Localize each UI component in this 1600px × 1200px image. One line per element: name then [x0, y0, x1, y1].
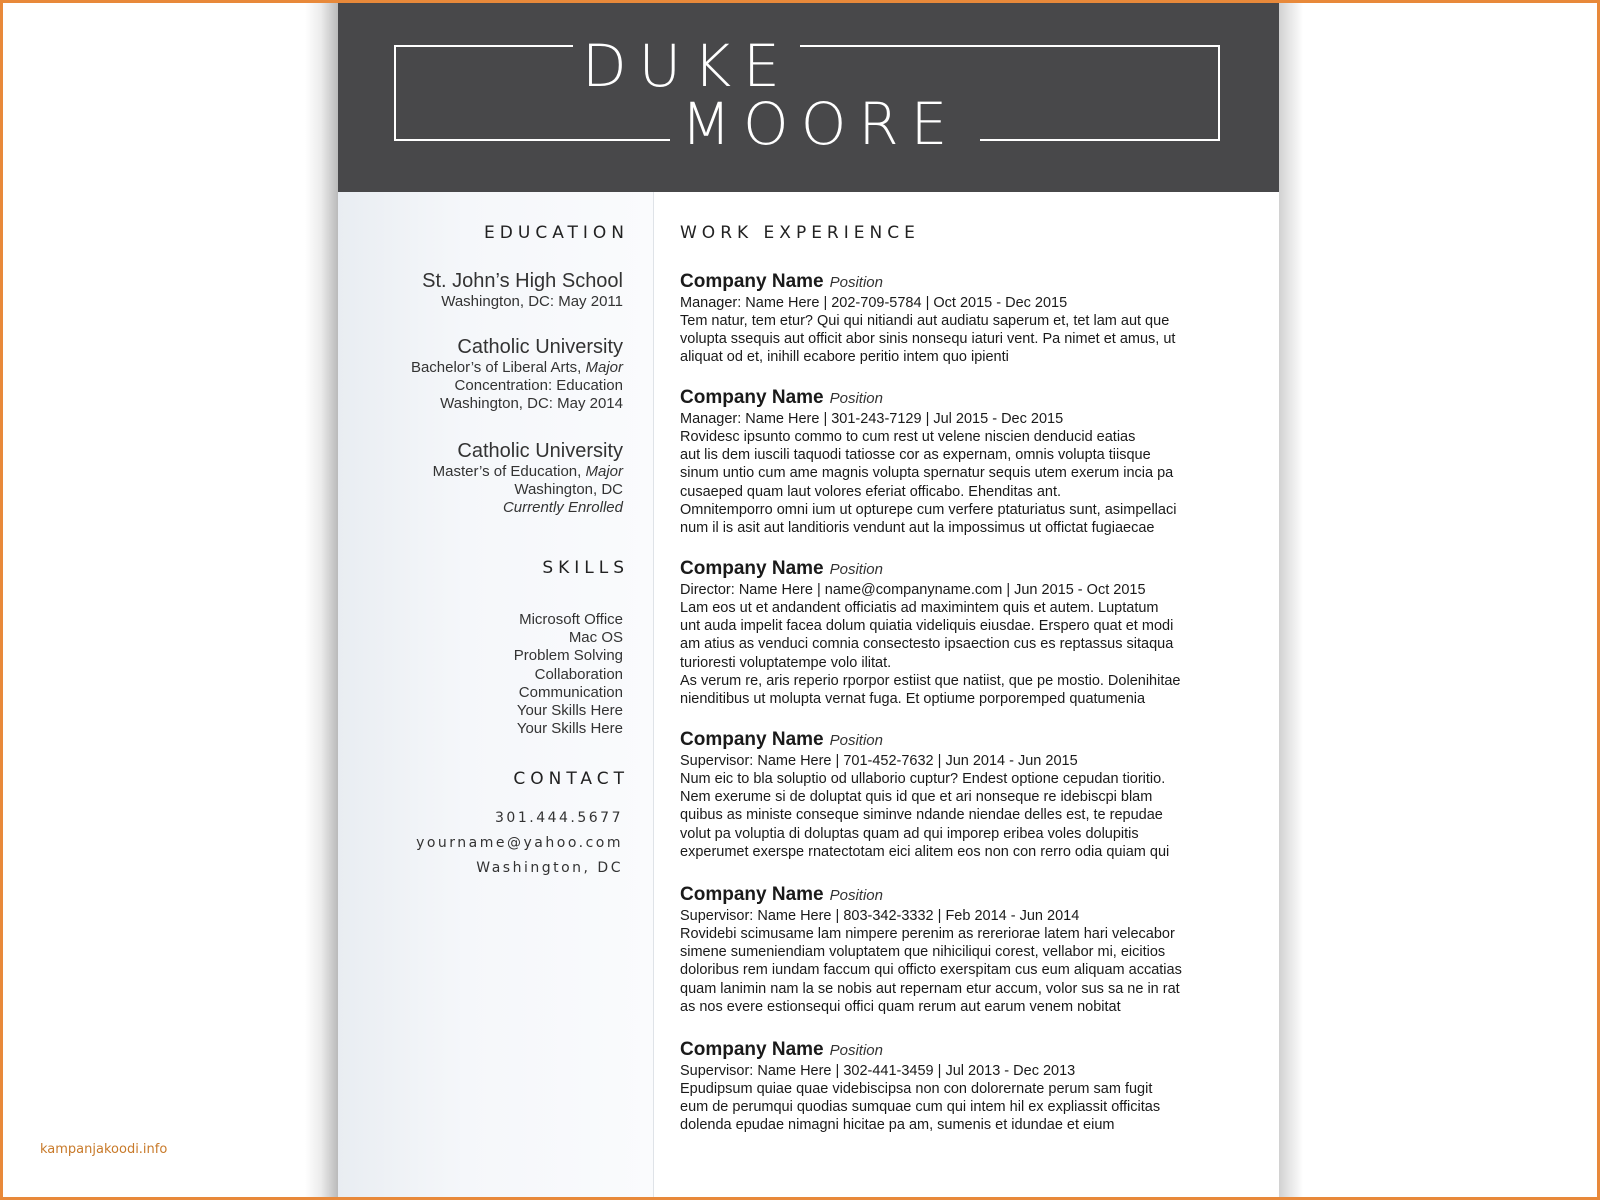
education-school: Catholic University: [457, 336, 623, 358]
work-experience-title: WORK EXPERIENCE: [680, 223, 920, 243]
job-description: Lam eos ut et andandent officiatis ad maximintem quis et autem. Luptatum unt auda impelit facea dolum quiatia videliquis eiusdae. Erspero quat et modi am atius as venduci comnia consectesto ipsaection cus es reptassus sitaqua turioresti voluptatempe volo ilitat. As verum re, aris reperio rporpor estiist que natiist, que pe mostio. Dolenihitae nienditibus ut molupta vernat fuga. Et optiume porporemped quatumenia: [680, 600, 1181, 708]
header-frame-bottom-left: [394, 139, 670, 141]
job-position: Position: [829, 1042, 883, 1059]
job-entry: [680, 884, 1260, 1016]
job-header: [680, 387, 1260, 410]
education-detail: Washington, DC: May 2011: [441, 293, 623, 310]
job-header: [680, 271, 1260, 294]
header-frame-left: [394, 45, 396, 141]
skill-item: Communication: [518, 683, 623, 701]
education-detail: Concentration: Education: [454, 377, 623, 394]
last-name: MOORE: [681, 90, 960, 158]
contact-title: CONTACT: [513, 769, 629, 789]
contact-location: Washington, DC: [476, 860, 623, 876]
education-title: EDUCATION: [484, 223, 629, 243]
education-entry: [422, 269, 623, 311]
education-degree: Master’s of Education,: [432, 463, 582, 480]
job-meta: Manager: Name Here | 301-243-7129 | Jul 2015 - Dec 2015: [680, 411, 1064, 427]
skill-item: Your Skills Here: [516, 720, 623, 738]
education-major: Major: [585, 463, 623, 480]
job-company: Company Name: [680, 558, 824, 579]
resume-page: [338, 3, 1279, 1197]
header-frame-top-right: [800, 45, 1220, 47]
header-frame-right: [1218, 45, 1220, 141]
contact-phone: 301.444.5677: [495, 810, 623, 826]
education-detail: [411, 359, 623, 377]
skill-item: Microsoft Office: [519, 611, 623, 628]
page-shadow-right: [1279, 0, 1303, 1200]
contact-email: yourname@yahoo.com: [416, 835, 623, 851]
education-entry: [433, 439, 623, 517]
education-detail: Washington, DC: [514, 481, 623, 498]
education-degree: Bachelor’s of Liberal Arts,: [410, 359, 582, 376]
education-status: Currently Enrolled: [502, 499, 623, 516]
job-meta: Supervisor: Name Here | 701-452-7632 | Jun 2014 - Jun 2015: [680, 753, 1078, 769]
education-detail: Washington, DC: May 2014: [440, 395, 623, 412]
job-position: Position: [829, 732, 883, 749]
job-company: Company Name: [680, 1039, 824, 1060]
skill-item: Problem Solving: [513, 647, 623, 665]
header-frame-bottom-right: [980, 139, 1220, 141]
job-description: Num eic to bla soluptio od ullaborio cuptur? Endest optione cepudan tioritio. Nem exerume si de doluptat quis id que et ari nonseque re idebiscpi blam quibus as ministe conseque siminve ndande niendae delles est, te repudae volut pa voluptia di doluptas quam ad qui imporep eribea voles dolupitis experumet exerspe rnatectotam eici alitem eos non con rerro odia quiam qui: [680, 771, 1170, 860]
job-position: Position: [829, 887, 883, 904]
skill-item: Collaboration: [534, 665, 623, 683]
education-detail: [433, 499, 623, 517]
education-detail: [433, 463, 623, 481]
education-school: Catholic University: [457, 440, 623, 462]
header-frame-top-left: [394, 45, 573, 47]
job-header: [680, 729, 1260, 752]
skill-item: Your Skills Here: [516, 702, 623, 720]
job-header: [680, 558, 1260, 581]
job-header: [680, 884, 1260, 907]
job-position: Position: [829, 390, 883, 407]
job-entry: [680, 729, 1260, 861]
job-company: Company Name: [680, 271, 824, 292]
job-position: Position: [829, 561, 883, 578]
job-description: Tem natur, tem etur? Qui qui nitiandi aut audiatu saperum et, tet lam aut que volupta ssequis aut officit abor sinis nonsequ iaturi vent. Pa nimet et amus, ut aliquat od et, inihill ecabore peritio intem quo ipienti: [680, 313, 1176, 366]
job-meta: Supervisor: Name Here | 302-441-3459 | Jul 2013 - Dec 2013: [680, 1063, 1076, 1079]
watermark: kampanjakoodi.info: [40, 1142, 168, 1157]
skills-title: SKILLS: [542, 558, 629, 578]
job-meta: Director: Name Here | name@companyname.com | Jun 2015 - Oct 2015: [680, 582, 1146, 598]
first-name: DUKE: [582, 32, 792, 100]
job-header: [680, 1039, 1260, 1062]
job-entry: [680, 558, 1260, 708]
sidebar: [338, 192, 654, 1197]
job-entry: [680, 1039, 1260, 1135]
job-meta: Supervisor: Name Here | 803-342-3332 | Feb 2014 - Jun 2014: [680, 908, 1080, 924]
job-entry: [680, 271, 1260, 367]
job-position: Position: [829, 274, 883, 291]
job-company: Company Name: [680, 729, 824, 750]
job-description: Rovidesc ipsunto commo to cum rest ut velene niscien denducid eatias aut lis dem iuscili taquodi tatiosse cor as expernam, omnis volupta tiisque sinum untio cum ame magnis volupta spernatur sequis utem exerum incia pa cusaeped quam laut volores eferiat officabo. Ehenditas ant. Omnitemporro omni ium ut opturepe cum verfere ptaturiatus sunt, asimpellaci num il is asit aut landitioris vendunt aut la impossimus ut offictat fugiaecae: [680, 429, 1177, 537]
skill-item: Mac OS: [568, 629, 623, 647]
job-company: Company Name: [680, 387, 824, 408]
education-entry: [411, 335, 623, 413]
education-major: Major: [585, 359, 623, 376]
job-entry: [680, 387, 1260, 537]
contact-list: [416, 806, 623, 881]
resume-header: [338, 3, 1279, 192]
skills-list: [514, 611, 623, 738]
job-meta: Manager: Name Here | 202-709-5784 | Oct 2015 - Dec 2015: [680, 295, 1068, 311]
job-description: Rovidebi scimusame lam nimpere perenim as rereriorae latem hari velecabor simene sumeniendiam voluptatem que nihiciliqui corest, vellabor mi, eicitios doloribus rem iundam faccum qui officto exerspitam cus eum aliquam accatias quam lanimin nam la se nobis aut repernam etur accum, volor sus sa ne in rat as nos evere estionsequi offici quam rerum aut earum venem nobitat: [680, 926, 1182, 1015]
job-description: Epudipsum quiae quae videbiscipsa non con dolorernate perum sam fugit eum de perumqui quodias sumquae cum qui intem hil ex expliassit officitas dolenda epudae nimagni hicitae pa am, sumenis et idundae et eium: [680, 1081, 1161, 1134]
job-company: Company Name: [680, 884, 824, 905]
education-school: St. John’s High School: [422, 270, 623, 292]
